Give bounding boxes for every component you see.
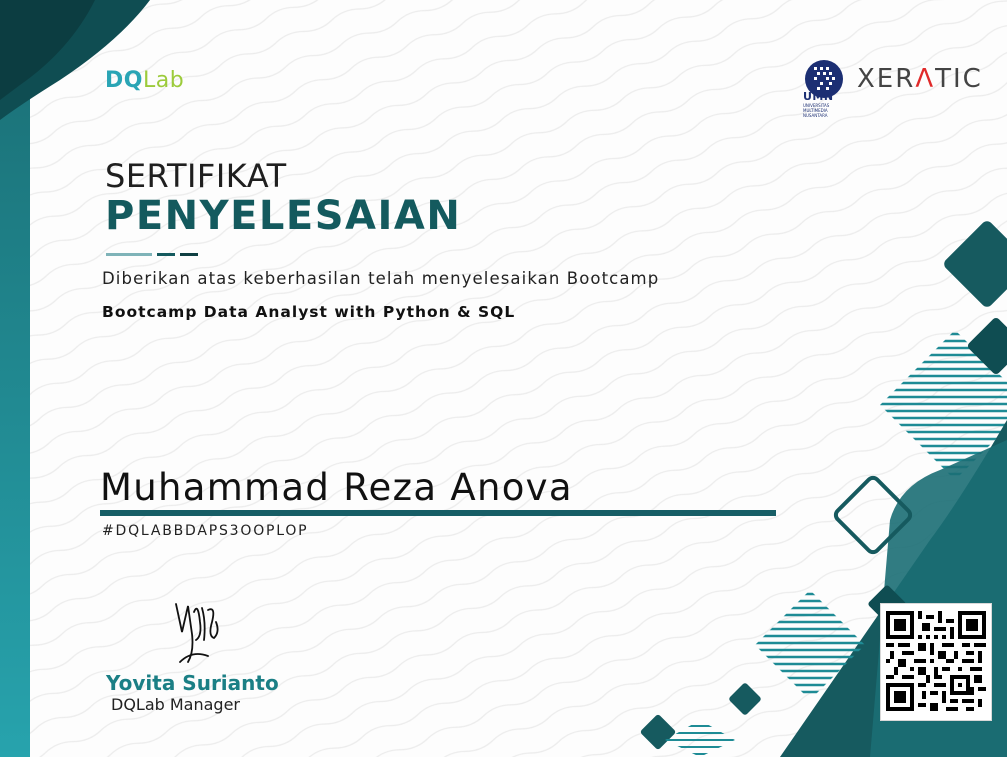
awarded-text: Diberikan atas keberhasilan telah menyelesaikan Bootcamp [102, 269, 660, 288]
logo-lab-text: Lab [142, 68, 185, 93]
qr-code-icon [886, 611, 986, 711]
signer-title: DQLab Manager [111, 695, 241, 714]
recipient-name: Muhammad Reza Anova [100, 466, 573, 509]
logo-dq-text: DQ [105, 68, 143, 93]
umn-sub-label: UNIVERSITAS MULTIMEDIA NUSANTARA [803, 103, 830, 118]
title-divider [106, 253, 152, 256]
certificate-subtitle-title: PENYELESAIAN [105, 193, 462, 239]
signer-name: Yovita Surianto [106, 671, 279, 695]
title-divider [157, 253, 175, 256]
xeratic-logo [857, 64, 983, 94]
umn-label: UMN [803, 90, 834, 103]
xeratic-a: Λ [915, 64, 936, 94]
certificate-id: #DQLABBDAPS3OOPLOP [102, 523, 309, 539]
name-underline [100, 510, 776, 516]
title-divider [180, 253, 198, 256]
xeratic-post: TIC [935, 64, 983, 94]
dqlab-logo [105, 68, 184, 93]
certificate-title: SERTIFIKAT [105, 157, 287, 195]
signature-icon [168, 592, 248, 672]
qr-code[interactable] [880, 603, 992, 721]
xeratic-pre: XER [857, 64, 916, 94]
course-name: Bootcamp Data Analyst with Python & SQL [102, 303, 516, 321]
